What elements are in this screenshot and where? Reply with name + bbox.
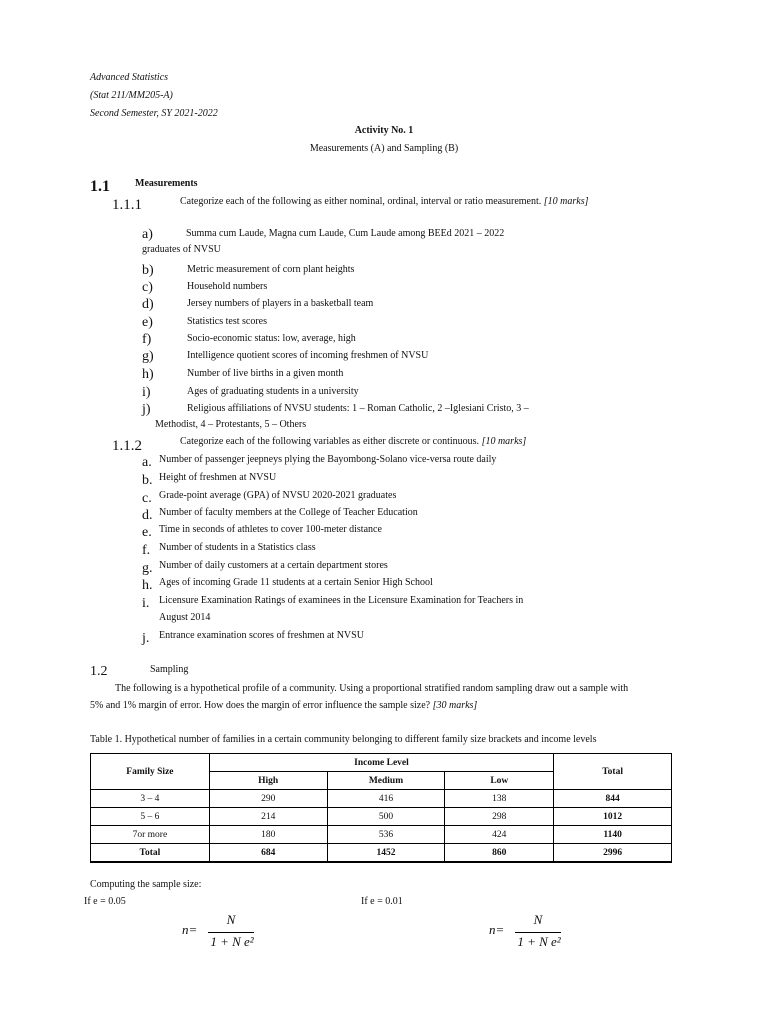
item-text: Jersey numbers of players in a basketball team: [187, 298, 374, 309]
item-label: g.: [142, 561, 153, 576]
paragraph-line: The following is a hypothetical profile of a community. Using a proportional stratified random sampling draw out a sample with: [115, 683, 629, 694]
table-row: [91, 790, 672, 808]
item-label: b): [142, 263, 154, 278]
formula-denominator: 1 + N e²: [210, 934, 254, 949]
formula-lhs: n=: [489, 922, 505, 937]
section-title: Sampling: [150, 664, 189, 675]
item-label: h.: [142, 578, 153, 593]
cell-size: Total: [91, 844, 210, 863]
section-title: Measurements: [135, 178, 198, 189]
cell-total: 844: [554, 790, 672, 808]
instruction-text: Categorize each of the following as either nominal, ordinal, interval or ratio measurement. [10 marks]: [180, 196, 589, 207]
table-row: [91, 826, 672, 844]
activity-subtitle: Measurements (A) and Sampling (B): [309, 143, 459, 154]
item-label: g): [142, 349, 154, 364]
item-label: i): [142, 385, 151, 400]
item-text: Religious affiliations of NVSU students: 1 – Roman Catholic, 2 –Iglesiani Cristo, 3 –: [187, 403, 529, 414]
item-text-continued: August 2014: [159, 612, 211, 623]
header-medium: Medium: [327, 772, 445, 790]
fraction-bar: [208, 932, 254, 933]
cell-high: 214: [209, 808, 327, 826]
header-total: Total: [554, 754, 672, 790]
item-text-continued: graduates of NVSU: [142, 244, 221, 255]
item-text: Ages of incoming Grade 11 students at a certain Senior High School: [159, 577, 433, 588]
cell-low: 424: [445, 826, 554, 844]
item-text: Statistics test scores: [187, 316, 267, 327]
header-income-level: Income Level: [209, 754, 553, 772]
course-code: (Stat 211/MM205-A): [90, 90, 173, 101]
section-number: 1.1: [90, 178, 110, 195]
header-high: High: [209, 772, 327, 790]
item-text: Height of freshmen at NVSU: [159, 472, 277, 483]
semester: Second Semester, SY 2021-2022: [90, 108, 218, 119]
item-text: Licensure Examination Ratings of examinees in the Licensure Examination for Teachers in: [159, 595, 524, 606]
instruction-text: Categorize each of the following variables as either discrete or continuous. [10 marks]: [180, 436, 527, 447]
item-label: d.: [142, 508, 153, 523]
item-text: Time in seconds of athletes to cover 100-meter distance: [159, 524, 382, 535]
item-text: Summa cum Laude, Magna cum Laude, Cum Laude among BEEd 2021 – 2022: [186, 228, 505, 239]
item-text: Number of faculty members at the College of Teacher Education: [159, 507, 418, 518]
item-text: Grade-point average (GPA) of NVSU 2020-2021 graduates: [159, 490, 397, 501]
cell-medium: 500: [327, 808, 445, 826]
item-text: Number of daily customers at a certain department stores: [159, 560, 388, 571]
subsection-number: 1.1.1: [112, 197, 142, 213]
item-text: Number of students in a Statistics class: [159, 542, 316, 553]
item-text: Entrance examination scores of freshmen at NVSU: [159, 630, 364, 641]
computing-label: Computing the sample size:: [90, 879, 202, 890]
cell-total: 1012: [554, 808, 672, 826]
cell-medium: 1452: [327, 844, 445, 863]
cell-total: 1140: [554, 826, 672, 844]
formula-denominator: 1 + N e²: [517, 934, 561, 949]
cell-low: 860: [445, 844, 554, 863]
formula-lhs: n=: [182, 922, 198, 937]
cell-size: 3 – 4: [91, 790, 210, 808]
item-text: Ages of graduating students in a university: [187, 386, 359, 397]
section-number: 1.2: [90, 664, 108, 679]
cell-medium: 416: [327, 790, 445, 808]
item-label: c): [142, 280, 153, 295]
formula-numerator: N: [226, 912, 236, 927]
item-label: h): [142, 367, 154, 382]
header-family-size: Family Size: [91, 754, 210, 790]
cell-size: 7or more: [91, 826, 210, 844]
item-label: f.: [142, 543, 151, 558]
activity-title: Activity No. 1: [354, 125, 414, 136]
formula-numerator: N: [533, 912, 543, 927]
item-label: c.: [142, 491, 152, 506]
cell-size: 5 – 6: [91, 808, 210, 826]
item-text: Intelligence quotient scores of incoming freshmen of NVSU: [187, 350, 429, 361]
table-caption: Table 1. Hypothetical number of families in a certain community belonging to different family size brackets and income levels: [90, 734, 597, 745]
table-row: [91, 844, 672, 863]
item-label: j.: [142, 631, 150, 646]
item-text: Number of passenger jeepneys plying the Bayombong-Solano vice-versa route daily: [159, 454, 497, 465]
item-label: i.: [142, 596, 150, 611]
cell-total: 2996: [554, 844, 672, 863]
cell-medium: 536: [327, 826, 445, 844]
table-row: [91, 808, 672, 826]
cell-high: 290: [209, 790, 327, 808]
item-label: b.: [142, 473, 153, 488]
item-text: Metric measurement of corn plant heights: [187, 264, 355, 275]
item-label: e.: [142, 525, 152, 540]
cell-low: 138: [445, 790, 554, 808]
family-table: [90, 753, 672, 863]
item-label: j): [142, 402, 151, 417]
cell-high: 684: [209, 844, 327, 863]
item-text: Number of live births in a given month: [187, 368, 344, 379]
item-label: e): [142, 315, 153, 330]
case-e-001: If e = 0.01: [361, 896, 403, 907]
subsection-number: 1.1.2: [112, 438, 142, 454]
case-e-005: If e = 0.05: [84, 896, 126, 907]
item-label: f): [142, 332, 152, 347]
item-label: a.: [142, 455, 152, 470]
item-label: a): [142, 227, 153, 242]
cell-high: 180: [209, 826, 327, 844]
cell-low: 298: [445, 808, 554, 826]
header-low: Low: [445, 772, 554, 790]
fraction-bar: [515, 932, 561, 933]
course-name: Advanced Statistics: [90, 72, 169, 83]
item-text: Socio-economic status: low, average, high: [187, 333, 356, 344]
paragraph-line: 5% and 1% margin of error. How does the margin of error influence the sample size? [30 marks]: [90, 700, 478, 711]
item-label: d): [142, 297, 154, 312]
item-text: Household numbers: [187, 281, 268, 292]
item-text-continued: Methodist, 4 – Protestants, 5 – Others: [155, 419, 307, 430]
